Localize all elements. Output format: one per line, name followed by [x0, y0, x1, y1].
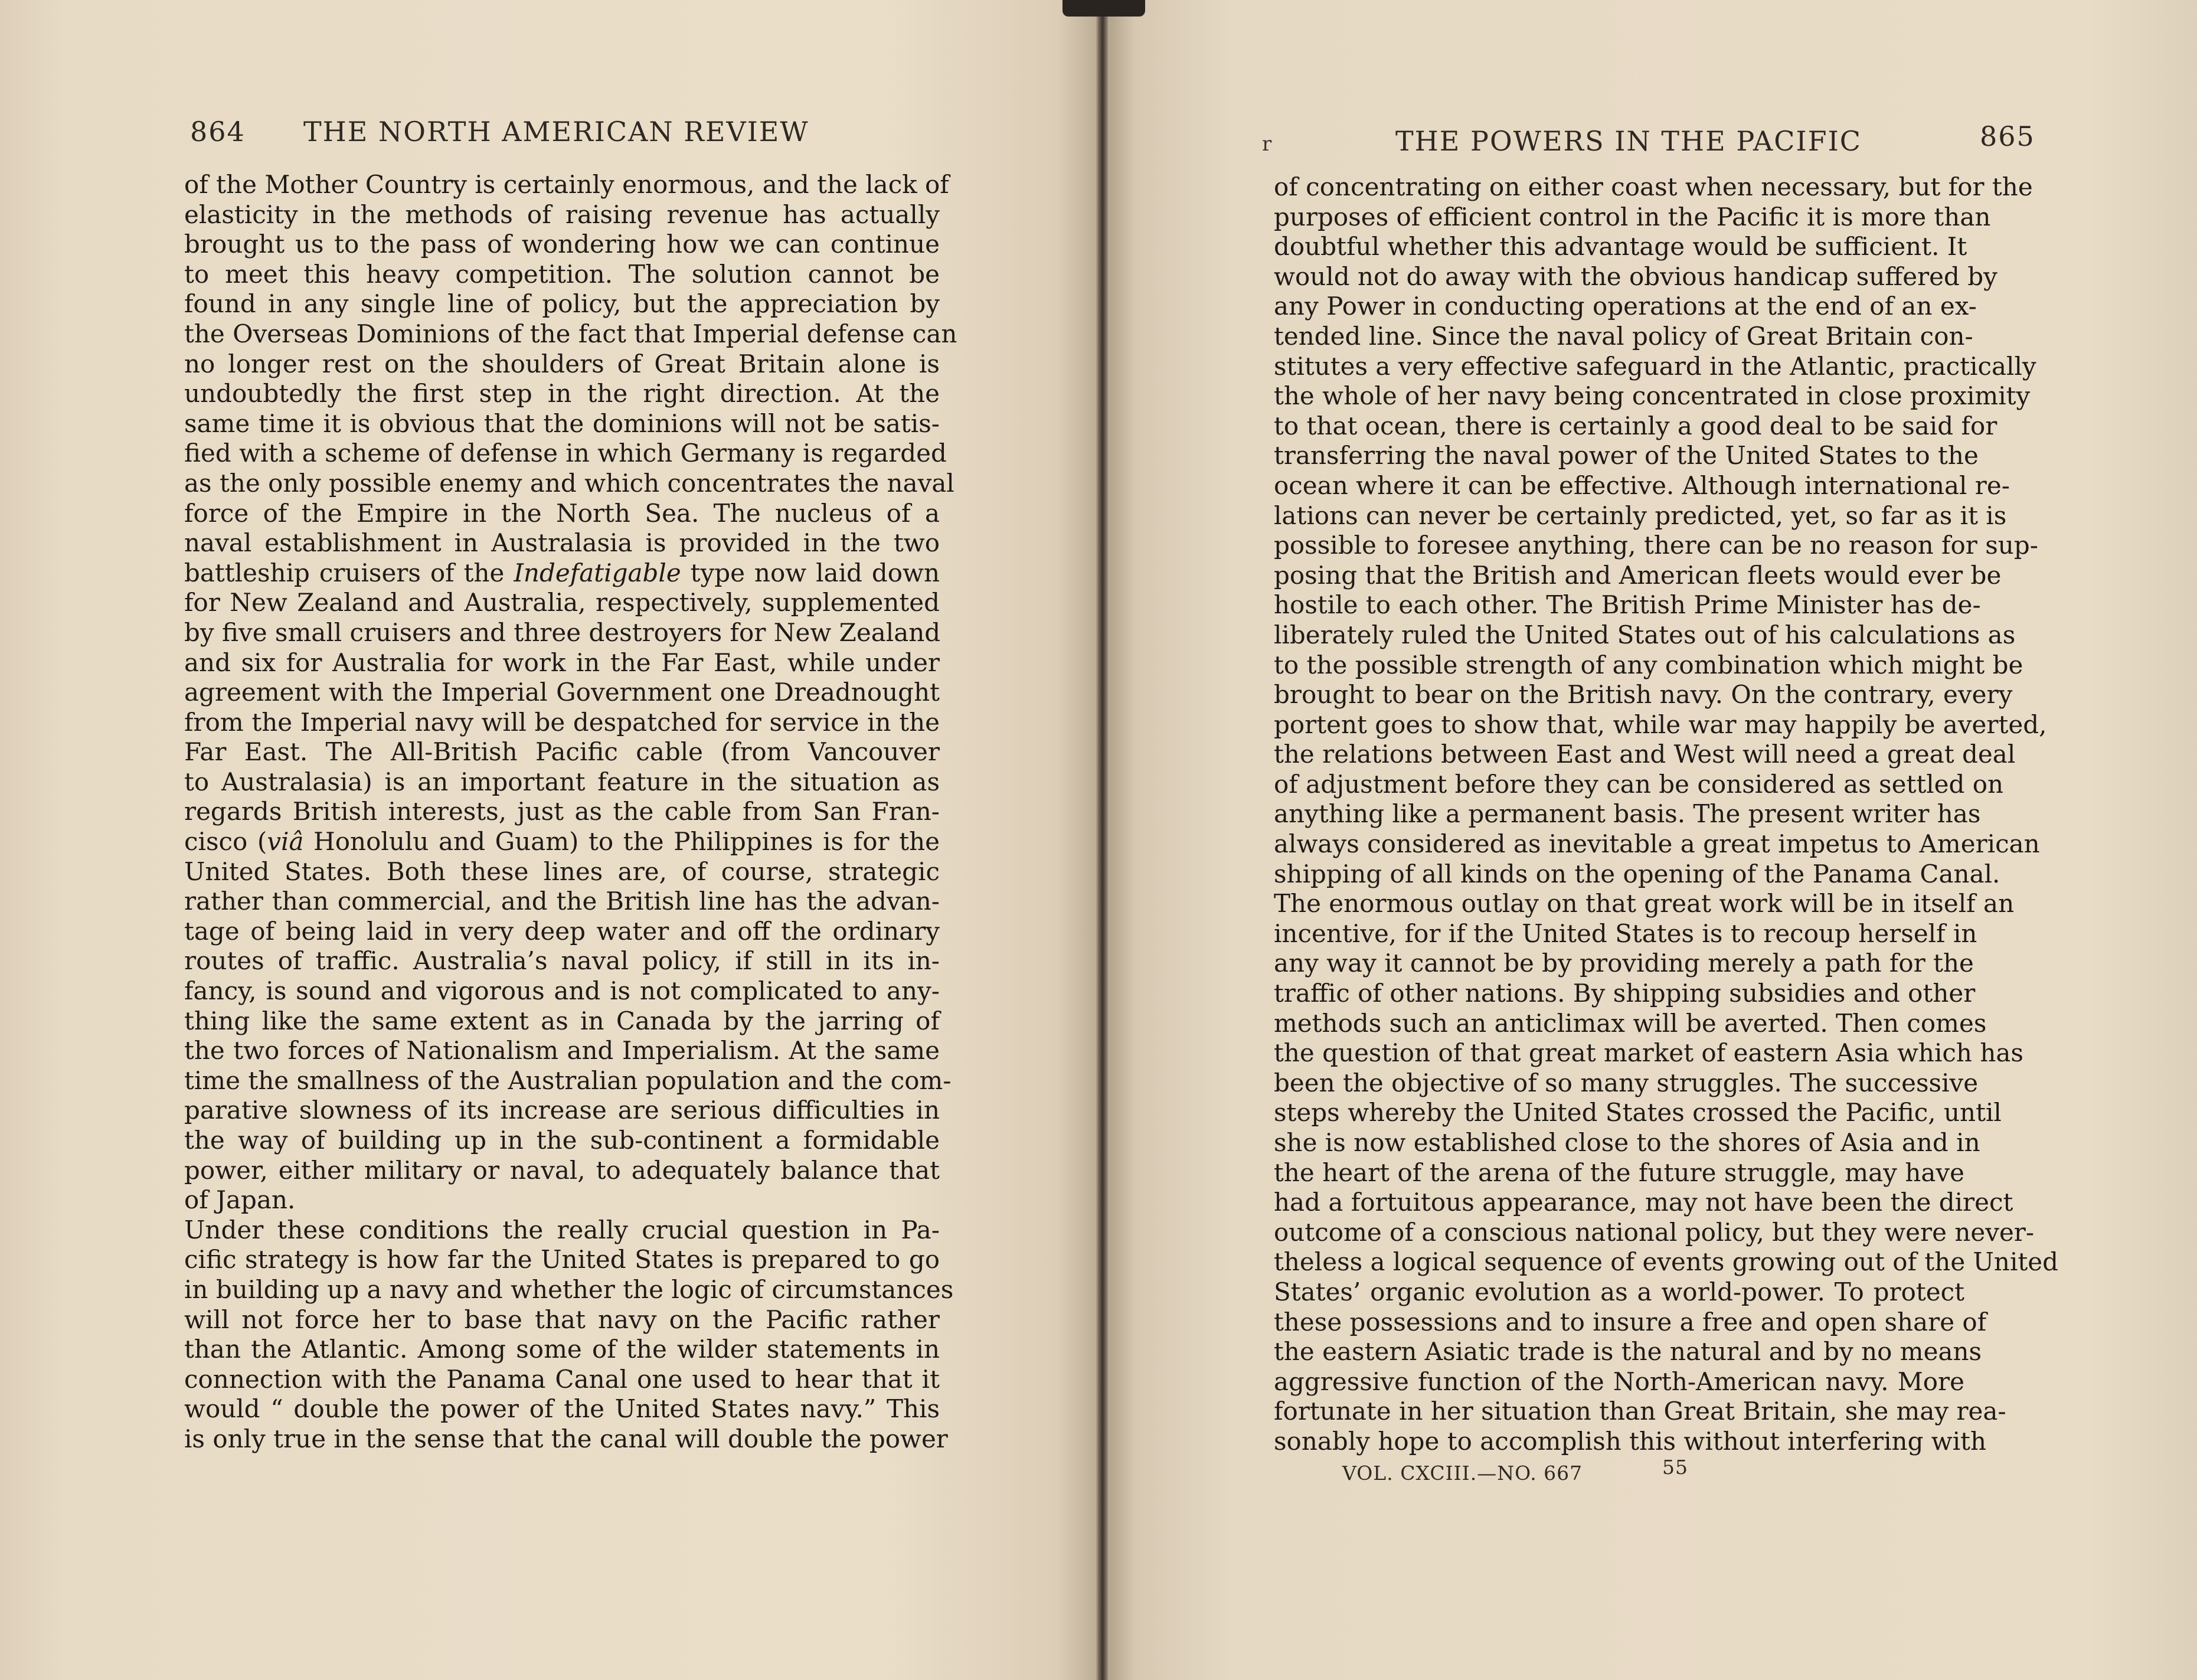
right-page-number: 865 — [1980, 120, 2035, 152]
text-line: theless a logical sequence of events growing out of the United — [1274, 1247, 2059, 1277]
text-line: to that ocean, there is certainly a good deal to be said for — [1274, 411, 1997, 440]
text-line: power, either military or naval, to adequately balance that — [184, 1155, 940, 1185]
text-line: methods such an anticlimax will be averted. Then comes — [1274, 1008, 1987, 1038]
book-gutter — [1096, 0, 1110, 1680]
text-line: fancy, is sound and vigorous and is not complicated to any- — [184, 976, 940, 1006]
text-line: no longer rest on the shoulders of Great Britain alone is — [184, 349, 940, 378]
text-line: anything like a permanent basis. The present writer has — [1274, 799, 1981, 829]
text-line: connection with the Panama Canal one used to hear that it — [184, 1364, 940, 1394]
text-line: Under these conditions the really crucial question in Pa- — [184, 1215, 940, 1244]
text-line: shipping of all kinds on the opening of the Panama Canal. — [1274, 859, 2000, 888]
text-line: hostile to each other. The British Prime Minister has de- — [1274, 590, 1981, 620]
text-line: regards British interests, just as the cable from San Fran- — [184, 797, 940, 826]
text-line: tended line. Since the naval policy of Great Britain con- — [1274, 321, 1973, 351]
text-line: brought us to the pass of wondering how we can continue — [184, 230, 940, 259]
text-line: will not force her to base that navy on the Pacific rather — [184, 1305, 940, 1334]
text-line: the way of building up in the sub-continent a formidable — [184, 1126, 940, 1155]
text-line: aggressive function of the North-American navy. More — [1274, 1367, 1964, 1396]
text-line: of Japan. — [184, 1185, 296, 1215]
text-line: agreement with the Imperial Government one Dreadnought — [184, 678, 940, 707]
text-line: to Australasia) is an important feature in the situation as — [184, 767, 940, 796]
text-line: of concentrating on either coast when necessary, but for the — [1274, 172, 2033, 201]
text-line: outcome of a conscious national policy, but they were never- — [1274, 1217, 2035, 1247]
text-line: parative slowness of its increase are serious difficulties in — [184, 1096, 940, 1125]
text-line: been the objective of so many struggles. The successive — [1274, 1068, 1979, 1097]
left-page-number: 864 — [190, 116, 246, 148]
text-line: fortunate in her situation than Great Britain, she may rea- — [1274, 1397, 2006, 1426]
text-line: naval establishment in Australasia is provided in the two — [184, 528, 940, 558]
text-line: battleship cruisers of the Indefatigable type now laid down — [184, 558, 940, 587]
text-line: in building up a navy and whether the logic of circumstances — [184, 1274, 954, 1304]
right-page-body — [1274, 172, 2059, 1457]
text-line: from the Imperial navy will be despatched for service in the — [184, 707, 940, 737]
text-line: lations can never be certainly predicted, yet, so far as it is — [1274, 501, 2007, 530]
text-line: the Overseas Dominions of the fact that Imperial defense can — [184, 319, 957, 348]
left-page-body — [184, 170, 957, 1455]
text-line: of the Mother Country is certainly enormous, and the lack of — [184, 170, 949, 199]
text-line: posing that the British and American fleets would ever be — [1274, 560, 2002, 590]
text-line: tage of being laid in very deep water and off the ordinary — [184, 916, 940, 946]
text-line: had a fortuitous appearance, may not have been the direct — [1274, 1188, 2013, 1217]
text-line: the whole of her navy being concentrated in close proximity — [1274, 381, 2031, 411]
text-line: of adjustment before they can be considered as settled on — [1274, 769, 2004, 799]
text-line: found in any single line of policy, but the appreciation by — [184, 289, 940, 319]
text-line: liberately ruled the United States out of his calculations as — [1274, 620, 2016, 649]
text-line: transferring the naval power of the United States to the — [1274, 441, 1979, 470]
text-line: fied with a scheme of defense in which Germany is regarded — [184, 439, 947, 468]
text-line: same time it is obvious that the dominions will not be satis- — [184, 408, 940, 438]
text-line: sonably hope to accomplish this without interfering with — [1274, 1426, 1987, 1456]
text-line: doubtful whether this advantage would be sufficient. It — [1274, 232, 1967, 262]
text-line: the heart of the arena of the future struggle, may have — [1274, 1158, 1964, 1187]
text-line: United States. Both these lines are, of course, strategic — [184, 857, 940, 886]
text-line: any Power in conducting operations at the end of an ex- — [1274, 292, 1977, 321]
text-line: the eastern Asiatic trade is the natural and by no means — [1274, 1337, 1982, 1367]
text-line: thing like the same extent as in Canada by the jarring of — [184, 1006, 940, 1035]
signature-mark: 55 — [1662, 1456, 1688, 1479]
text-line: States’ organic evolution as a world-power. To protect — [1274, 1277, 1964, 1306]
text-line: time the smallness of the Australian population and the com- — [184, 1065, 952, 1095]
text-line: any way it cannot be by providing merely a path for the — [1274, 949, 1974, 978]
text-line: to meet this heavy competition. The solution cannot be — [184, 259, 940, 289]
text-line: for New Zealand and Australia, respectively, supplemented — [184, 588, 940, 617]
text-line: routes of traffic. Australia’s naval policy, if still in its in- — [184, 946, 940, 976]
text-line: steps whereby the United States crossed the Pacific, until — [1274, 1098, 2002, 1127]
text-line: the question of that great market of eastern Asia which has — [1274, 1038, 2023, 1068]
text-line: cisco (viâ Honolulu and Guam) to the Philippines is for the — [184, 827, 940, 857]
text-line: purposes of efficient control in the Pacific it is more than — [1274, 202, 1991, 231]
text-line: Far East. The All-British Pacific cable (from Vancouver — [184, 737, 940, 767]
right-page: r THE POWERS IN THE PACIFIC 865 of concentrating on either coast when necessary, but for the purposes of efficient control in the Pacific it is more than doubtful whether this advantage would be sufficient. It would not do away with the obvious handicap suffered by any Power in conducting operations at the end of an ex- tended line. Since the naval policy of Great Britain con- stitutes a very effective safeguard in the Atlantic, practically the whole of her navy being concentrated in close proximity to that ocean, there is certainly a good deal to be said for transferring the naval power of the United States to the ocean where it can be effective. Although international re- lations can never be certainly predicted, yet, so far as it is possible to foresee anything, there can be no reason for sup- posing that the British and American fleets would ever be hostile to each other. The British Prime Minister has de- liberately ruled the United States out of his calculations as to the possible strength of any combination which might be brought to bear on the British navy. On the contrary, every portent goes to show that, while war may happily be averted, the relations between East and West will need a great deal of adjustment before they can be considered as settled on anything like a permanent basis. The present writer has always considered as inevitable a great impetus to American shipping of all kinds on the opening of the Panama Canal. The enormous outlay on that great work will be in itself an incentive, for if the United States is to recoup herself in any way it cannot be by providing merely a path for the traffic of other nations. By shipping subsidies and other methods such an anticlimax will be averted. Then comes the question of that great market of eastern Asia which has been the objective of so many struggles. The successive steps whereby the United States crossed the Pacific, until she is now established close to the shores of Asia and in the heart of the arena of the future struggle, may have had a fortuitous appearance, may not have been the direct outcome of a conscious national policy, but they were never- theless a logical sequence of events growing out of the United States’ organic evolution as a world-power. To protect these possessions and to insure a free and open share of the eastern Asiatic trade is the natural and by no means aggressive function of the North-American navy. More fortunate in her situation than Great Britain, she may rea- sonably hope to accomplish this without interfering with VOL. CXCIII.—NO. 667 55 — [1103, 0, 2197, 1680]
text-line: than the Atlantic. Among some of the wilder statements in — [184, 1335, 940, 1364]
left-running-head: THE NORTH AMERICAN REVIEW — [303, 116, 809, 148]
text-line: cific strategy is how far the United States is prepared to go — [184, 1245, 940, 1274]
text-line: traffic of other nations. By shipping subsidies and other — [1274, 979, 1976, 1008]
binding-band — [1062, 0, 1145, 17]
text-line: would “ double the power of the United States navy.” This — [184, 1394, 940, 1424]
text-line: force of the Empire in the North Sea. The nucleus of a — [184, 498, 940, 528]
text-line: incentive, for if the United States is to recoup herself in — [1274, 919, 1977, 948]
text-line: portent goes to show that, while war may happily be averted, — [1274, 710, 2047, 739]
text-line: to the possible strength of any combination which might be — [1274, 650, 2023, 679]
text-line: The enormous outlay on that great work will be in itself an — [1274, 889, 2015, 919]
text-line: the relations between East and West will need a great deal — [1274, 740, 2016, 769]
text-line: possible to foresee anything, there can be no reason for sup- — [1274, 531, 2038, 560]
volume-footer: VOL. CXCIII.—NO. 667 — [1342, 1462, 1583, 1485]
text-line: is only true in the sense that the canal will double the power — [184, 1424, 948, 1453]
text-line: these possessions and to insure a free and open share of — [1274, 1307, 1987, 1336]
text-line: rather than commercial, and the British line has the advan- — [184, 887, 940, 916]
text-line: and six for Australia for work in the Far East, while under — [184, 648, 940, 677]
text-line: would not do away with the obvious handicap suffered by — [1274, 262, 1997, 291]
text-line: brought to bear on the British navy. On the contrary, every — [1274, 680, 2013, 710]
right-running-head: THE POWERS IN THE PACIFIC — [1395, 125, 1862, 157]
text-line: elasticity in the methods of raising revenue has actually — [184, 200, 940, 229]
text-line: always considered as inevitable a great impetus to American — [1274, 829, 2040, 859]
text-line: as the only possible enemy and which concentrates the naval — [184, 468, 954, 498]
text-line: she is now established close to the shores of Asia and in — [1274, 1128, 1980, 1157]
text-line: ocean where it can be effective. Although international re- — [1274, 470, 2010, 500]
text-line: stitutes a very effective safeguard in the Atlantic, practically — [1274, 351, 2036, 381]
text-line: undoubtedly the first step in the right direction. At the — [184, 379, 940, 408]
text-line: by five small cruisers and three destroyers for New Zealand — [184, 617, 941, 647]
text-line: the two forces of Nationalism and Imperialism. At the same — [184, 1036, 940, 1065]
